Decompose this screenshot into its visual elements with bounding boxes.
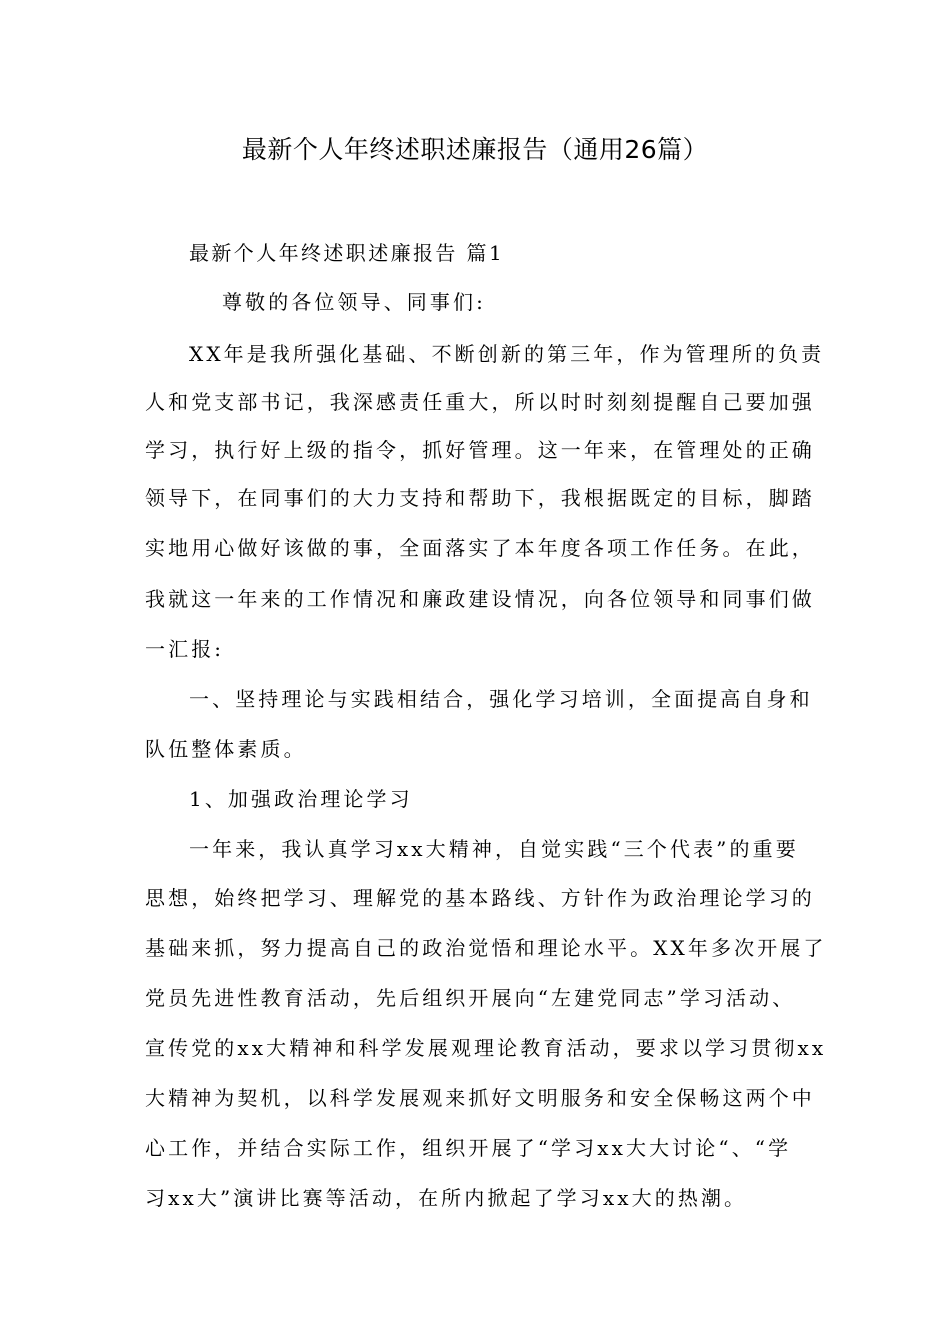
- paragraph-line: 基础来抓，努力提高自己的政治觉悟和理论水平。XX年多次开展了: [145, 936, 827, 960]
- paragraph-line: 大精神为契机，以科学发展观来抓好文明服务和安全保畅这两个中: [145, 1086, 815, 1110]
- point-line: 一、坚持理论与实践相结合，强化学习培训，全面提高自身和: [189, 687, 813, 711]
- paragraph-line: XX年是我所强化基础、不断创新的第三年，作为管理所的负责: [189, 342, 825, 366]
- paragraph-line: 思想，始终把学习、理解党的基本路线、方针作为政治理论学习的: [145, 886, 815, 910]
- document-title: 最新个人年终述职述廉报告（通用26篇）: [241, 135, 709, 164]
- paragraph-line: 党员先进性教育活动，先后组织开展向“左建党同志”学习活动、: [145, 986, 796, 1010]
- paragraph-line: 心工作，并结合实际工作，组织开展了“学习xx大大讨论“、“学: [145, 1136, 792, 1160]
- paragraph-line: 实地用心做好该做的事，全面落实了本年度各项工作任务。在此，: [145, 536, 815, 560]
- paragraph-line: 一年来，我认真学习xx大精神，自觉实践“三个代表”的重要: [189, 837, 799, 861]
- paragraph-line: 我就这一年来的工作情况和廉政建设情况，向各位领导和同事们做: [145, 587, 815, 611]
- subpoint-heading: 1、加强政治理论学习: [189, 787, 413, 811]
- paragraph-line: 宣传党的xx大精神和科学发展观理论教育活动，要求以学习贯彻xx: [145, 1036, 827, 1060]
- paragraph-line: 习xx大”演讲比赛等活动，在所内掀起了学习xx大的热潮。: [145, 1186, 748, 1210]
- paragraph-line: 人和党支部书记，我深感责任重大，所以时时刻刻提醒自己要加强: [145, 390, 815, 414]
- section-heading: 最新个人年终述职述廉报告 篇1: [189, 241, 505, 265]
- point-line: 队伍整体素质。: [145, 737, 307, 761]
- greeting-line: 尊敬的各位领导、同事们:: [222, 290, 486, 314]
- paragraph-line: 一汇报:: [145, 637, 225, 661]
- paragraph-line: 领导下，在同事们的大力支持和帮助下，我根据既定的目标，脚踏: [145, 486, 815, 510]
- paragraph-line: 学习，执行好上级的指令，抓好管理。这一年来，在管理处的正确: [145, 438, 815, 462]
